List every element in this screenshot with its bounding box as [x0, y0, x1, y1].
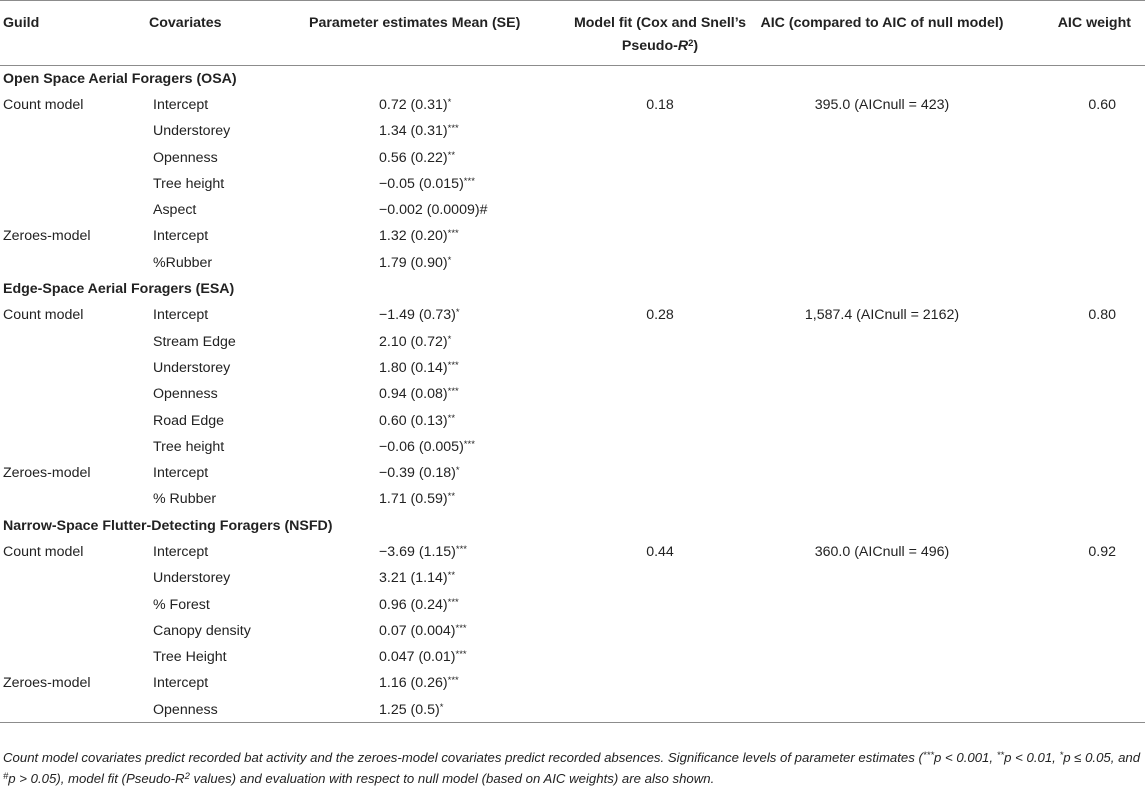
section-title: Narrow-Space Flutter-Detecting Foragers (NSFD) — [3, 517, 333, 534]
cell-model-fit — [571, 381, 749, 407]
cell-guild — [0, 407, 146, 433]
table-header — [0, 1, 1145, 66]
significance-marker: * — [447, 333, 452, 345]
cell-aic-weight — [1015, 118, 1145, 144]
cell-aic — [749, 697, 1015, 723]
cell-aic-weight — [1015, 434, 1145, 460]
estimate-value: 0.047 (0.01) — [379, 649, 456, 666]
cell-aic-weight — [1015, 223, 1145, 249]
cell-estimate — [306, 565, 571, 591]
estimate-value: 1.79 (0.90) — [379, 254, 448, 271]
cell-covariate: Openness — [146, 697, 306, 723]
significance-marker: *** — [455, 649, 467, 661]
cell-aic-weight — [1015, 644, 1145, 670]
cell-aic — [749, 618, 1015, 644]
cell-aic-weight — [1015, 407, 1145, 433]
table-row — [0, 460, 1145, 486]
cell-aic — [749, 644, 1015, 670]
table-row — [0, 223, 1145, 249]
cell-aic — [749, 171, 1015, 197]
table-row — [0, 144, 1145, 170]
cell-guild — [0, 381, 146, 407]
cell-guild — [0, 434, 146, 460]
estimate-value: 0.94 (0.08) — [379, 386, 448, 403]
table-row — [0, 565, 1145, 591]
cell-covariate: Tree height — [153, 175, 225, 192]
table-row — [0, 618, 1145, 644]
estimate-value: 0.60 (0.13) — [379, 412, 448, 429]
table-row — [0, 670, 1145, 696]
cell-estimate — [306, 407, 571, 433]
estimate-value: 2.10 (0.72) — [379, 333, 448, 350]
cell-covariate: Intercept — [153, 307, 209, 324]
cell-estimate — [306, 381, 571, 407]
cell-guild — [0, 697, 146, 723]
cell-covariate: Road Edge — [153, 412, 224, 429]
cell-aic-weight — [1015, 381, 1145, 407]
cell-covariate: Stream Edge — [153, 333, 236, 350]
cell-covariate: Tree Height — [153, 649, 227, 666]
cell-estimate — [306, 591, 571, 617]
cell-model-fit: 0.28 — [646, 307, 674, 324]
significance-marker: *** — [455, 622, 467, 634]
cell-estimate — [306, 670, 571, 696]
cell-estimate — [306, 118, 571, 144]
cell-covariate: Openness — [153, 149, 218, 166]
significance-marker: *** — [463, 438, 475, 450]
table-row — [0, 644, 1145, 670]
cell-aic-weight: 0.60 — [1088, 96, 1116, 113]
significance-marker: *** — [447, 359, 459, 371]
cell-covariate: % Rubber — [153, 491, 217, 508]
cell-covariate: % Forest — [153, 596, 210, 613]
cell-guild: Count model — [3, 96, 84, 113]
cell-guild: Zeroes-model — [3, 465, 91, 482]
cell-model-fit — [571, 250, 749, 276]
cell-guild — [0, 118, 146, 144]
cell-covariate: Understorey — [153, 570, 231, 587]
cell-model-fit — [571, 486, 749, 512]
cell-aic — [749, 407, 1015, 433]
cell-aic — [749, 197, 1015, 223]
cell-guild: Zeroes-model — [3, 228, 91, 245]
significance-marker: * — [447, 254, 452, 266]
significance-marker: ** — [447, 412, 456, 424]
header-row — [0, 1, 1145, 66]
significance-marker: * — [455, 307, 460, 319]
cell-estimate — [306, 618, 571, 644]
table-row — [0, 197, 1145, 223]
cell-guild — [0, 250, 146, 276]
cell-covariate: Openness — [153, 386, 218, 403]
cell-covariate: Aspect — [153, 202, 197, 219]
estimate-value: 0.56 (0.22) — [379, 149, 448, 166]
estimate-value: 1.25 (0.5) — [379, 701, 440, 718]
cell-aic-weight — [1015, 486, 1145, 512]
cell-aic-weight — [1015, 565, 1145, 591]
cell-covariate: %Rubber — [153, 254, 213, 271]
cell-aic-weight — [1015, 460, 1145, 486]
cell-estimate — [306, 92, 571, 118]
cell-guild: Zeroes-model — [3, 675, 91, 692]
estimate-value: 1.80 (0.14) — [379, 359, 448, 376]
cell-model-fit — [571, 171, 749, 197]
estimate-value: 1.71 (0.59) — [379, 491, 448, 508]
significance-marker: ** — [447, 491, 456, 503]
table-row — [0, 302, 1145, 328]
cell-aic-weight — [1015, 171, 1145, 197]
table-row — [0, 434, 1145, 460]
cell-aic-weight: 0.80 — [1088, 307, 1116, 324]
cell-aic-weight — [1015, 250, 1145, 276]
cell-model-fit: 0.18 — [646, 96, 674, 113]
cell-covariate: Intercept — [153, 228, 209, 245]
cell-estimate — [306, 171, 571, 197]
table-row — [0, 381, 1145, 407]
cell-covariate: Understorey — [153, 123, 231, 140]
cell-aic: 1,587.4 (AICnull = 2162) — [804, 307, 960, 324]
header-guild: Guild — [0, 1, 146, 66]
table-row — [0, 250, 1145, 276]
table-row — [0, 539, 1145, 565]
section-title: Open Space Aerial Foragers (OSA) — [3, 70, 237, 87]
cell-aic-weight — [1015, 328, 1145, 354]
estimate-value: 0.07 (0.004) — [379, 622, 456, 639]
cell-aic-weight — [1015, 670, 1145, 696]
cell-guild — [0, 565, 146, 591]
table-row — [0, 407, 1145, 433]
cell-guild — [0, 591, 146, 617]
table-row — [0, 118, 1145, 144]
significance-marker: *** — [447, 123, 459, 135]
table-row — [0, 92, 1145, 118]
cell-estimate — [306, 197, 571, 223]
cell-model-fit — [571, 460, 749, 486]
cell-covariate: Canopy density — [153, 622, 251, 639]
cell-model-fit — [571, 697, 749, 723]
significance-marker: ** — [447, 570, 456, 582]
estimate-value: −0.39 (0.18) — [379, 465, 456, 482]
cell-aic — [749, 328, 1015, 354]
cell-estimate — [306, 355, 571, 381]
table-row — [0, 697, 1145, 723]
table-row — [0, 355, 1145, 381]
cell-aic — [749, 381, 1015, 407]
significance-marker: *** — [447, 386, 459, 398]
significance-marker: * — [439, 701, 444, 713]
cell-estimate — [306, 434, 571, 460]
cell-covariate: Intercept — [153, 96, 209, 113]
cell-model-fit — [571, 118, 749, 144]
cell-covariate: Intercept — [153, 543, 209, 560]
cell-guild — [0, 644, 146, 670]
estimate-value: 1.16 (0.26) — [379, 675, 448, 692]
section-row — [0, 513, 1145, 539]
cell-aic — [749, 460, 1015, 486]
cell-aic — [749, 118, 1015, 144]
cell-aic-weight — [1015, 144, 1145, 170]
cell-guild — [0, 618, 146, 644]
estimate-value: −0.05 (0.015) — [379, 175, 464, 192]
header-aic: AIC (compared to AIC of null model) — [749, 1, 1015, 66]
estimate-value: 1.34 (0.31) — [379, 123, 448, 140]
cell-guild: Count model — [3, 307, 84, 324]
cell-aic — [749, 144, 1015, 170]
cell-estimate — [306, 302, 571, 328]
cell-aic — [749, 355, 1015, 381]
cell-estimate — [306, 223, 571, 249]
cell-model-fit — [571, 144, 749, 170]
significance-marker: * — [447, 96, 452, 108]
cell-model-fit — [571, 618, 749, 644]
estimate-value: 0.96 (0.24) — [379, 596, 448, 613]
cell-aic — [749, 670, 1015, 696]
table-row — [0, 171, 1145, 197]
cell-model-fit — [571, 355, 749, 381]
cell-model-fit — [571, 434, 749, 460]
significance-marker: *** — [463, 175, 475, 187]
cell-aic — [749, 486, 1015, 512]
significance-marker: *** — [455, 543, 467, 555]
cell-guild — [0, 197, 146, 223]
cell-estimate — [306, 539, 571, 565]
cell-estimate — [306, 460, 571, 486]
cell-guild — [0, 171, 146, 197]
cell-model-fit — [571, 591, 749, 617]
cell-guild — [0, 486, 146, 512]
cell-covariate: Intercept — [153, 675, 209, 692]
significance-marker: *** — [447, 228, 459, 240]
estimate-value: −3.69 (1.15) — [379, 543, 456, 560]
cell-estimate — [306, 644, 571, 670]
estimate-value: 3.21 (1.14) — [379, 570, 448, 587]
section-title: Edge-Space Aerial Foragers (ESA) — [3, 281, 235, 298]
cell-aic — [749, 223, 1015, 249]
cell-estimate — [306, 144, 571, 170]
cell-aic: 360.0 (AICnull = 496) — [814, 543, 950, 560]
cell-guild — [0, 144, 146, 170]
estimate-value: −0.06 (0.005) — [379, 438, 464, 455]
table-footnote: Count model covariates predict recorded bat activity and the zeroes-model covariates predict recorded absences. Significance levels of parameter estimates (***p < 0.001, **p < 0.01, *p ≤ 0.05, and #p > 0.05), model fit ($Pseudo-R^2$ values) and evaluation with respect to null model (based on AIC weights) are also shown. — [3, 750, 1141, 786]
cell-covariate: Intercept — [153, 465, 209, 482]
cell-covariate: Understorey — [153, 359, 231, 376]
cell-estimate — [306, 328, 571, 354]
cell-aic-weight — [1015, 697, 1145, 723]
cell-model-fit — [571, 407, 749, 433]
cell-model-fit — [571, 565, 749, 591]
table-row — [0, 486, 1145, 512]
significance-marker: *** — [447, 596, 459, 608]
estimate-value: 1.32 (0.20) — [379, 228, 448, 245]
significance-marker: ** — [447, 149, 456, 161]
cell-model-fit: 0.44 — [646, 543, 674, 560]
estimate-value: 0.72 (0.31) — [379, 96, 448, 113]
header-covariates: Covariates — [146, 1, 306, 66]
header-estimates: Parameter estimates Mean (SE) — [306, 1, 571, 66]
cell-aic — [749, 565, 1015, 591]
cell-guild — [0, 328, 146, 354]
cell-estimate — [306, 697, 571, 723]
cell-guild — [0, 355, 146, 381]
cell-aic — [749, 591, 1015, 617]
table-body — [0, 66, 1145, 723]
table-row — [0, 328, 1145, 354]
cell-aic-weight — [1015, 618, 1145, 644]
section-row — [0, 66, 1145, 92]
cell-aic: 395.0 (AICnull = 423) — [814, 96, 950, 113]
cell-aic-weight — [1015, 355, 1145, 381]
header-aic-weight: AIC weight — [1015, 1, 1145, 66]
cell-model-fit — [571, 197, 749, 223]
cell-model-fit — [571, 670, 749, 696]
estimate-value: −1.49 (0.73) — [379, 307, 456, 324]
cell-model-fit — [571, 644, 749, 670]
section-row — [0, 276, 1145, 302]
cell-guild: Count model — [3, 543, 84, 560]
cell-aic-weight: 0.92 — [1088, 543, 1116, 560]
cell-model-fit — [571, 328, 749, 354]
cell-covariate: Tree height — [153, 438, 225, 455]
estimate-value: −0.002 (0.0009)# — [379, 202, 488, 219]
cell-aic-weight — [1015, 197, 1145, 223]
significance-marker: * — [455, 465, 460, 477]
cell-estimate — [306, 486, 571, 512]
cell-estimate — [306, 250, 571, 276]
table-row — [0, 591, 1145, 617]
significance-marker: *** — [447, 675, 459, 687]
cell-model-fit — [571, 223, 749, 249]
cell-aic-weight — [1015, 591, 1145, 617]
cell-aic — [749, 434, 1015, 460]
cell-aic — [749, 250, 1015, 276]
header-model-fit: Model fit (Cox and Snell’s Pseudo-$R^2$) — [571, 1, 749, 66]
